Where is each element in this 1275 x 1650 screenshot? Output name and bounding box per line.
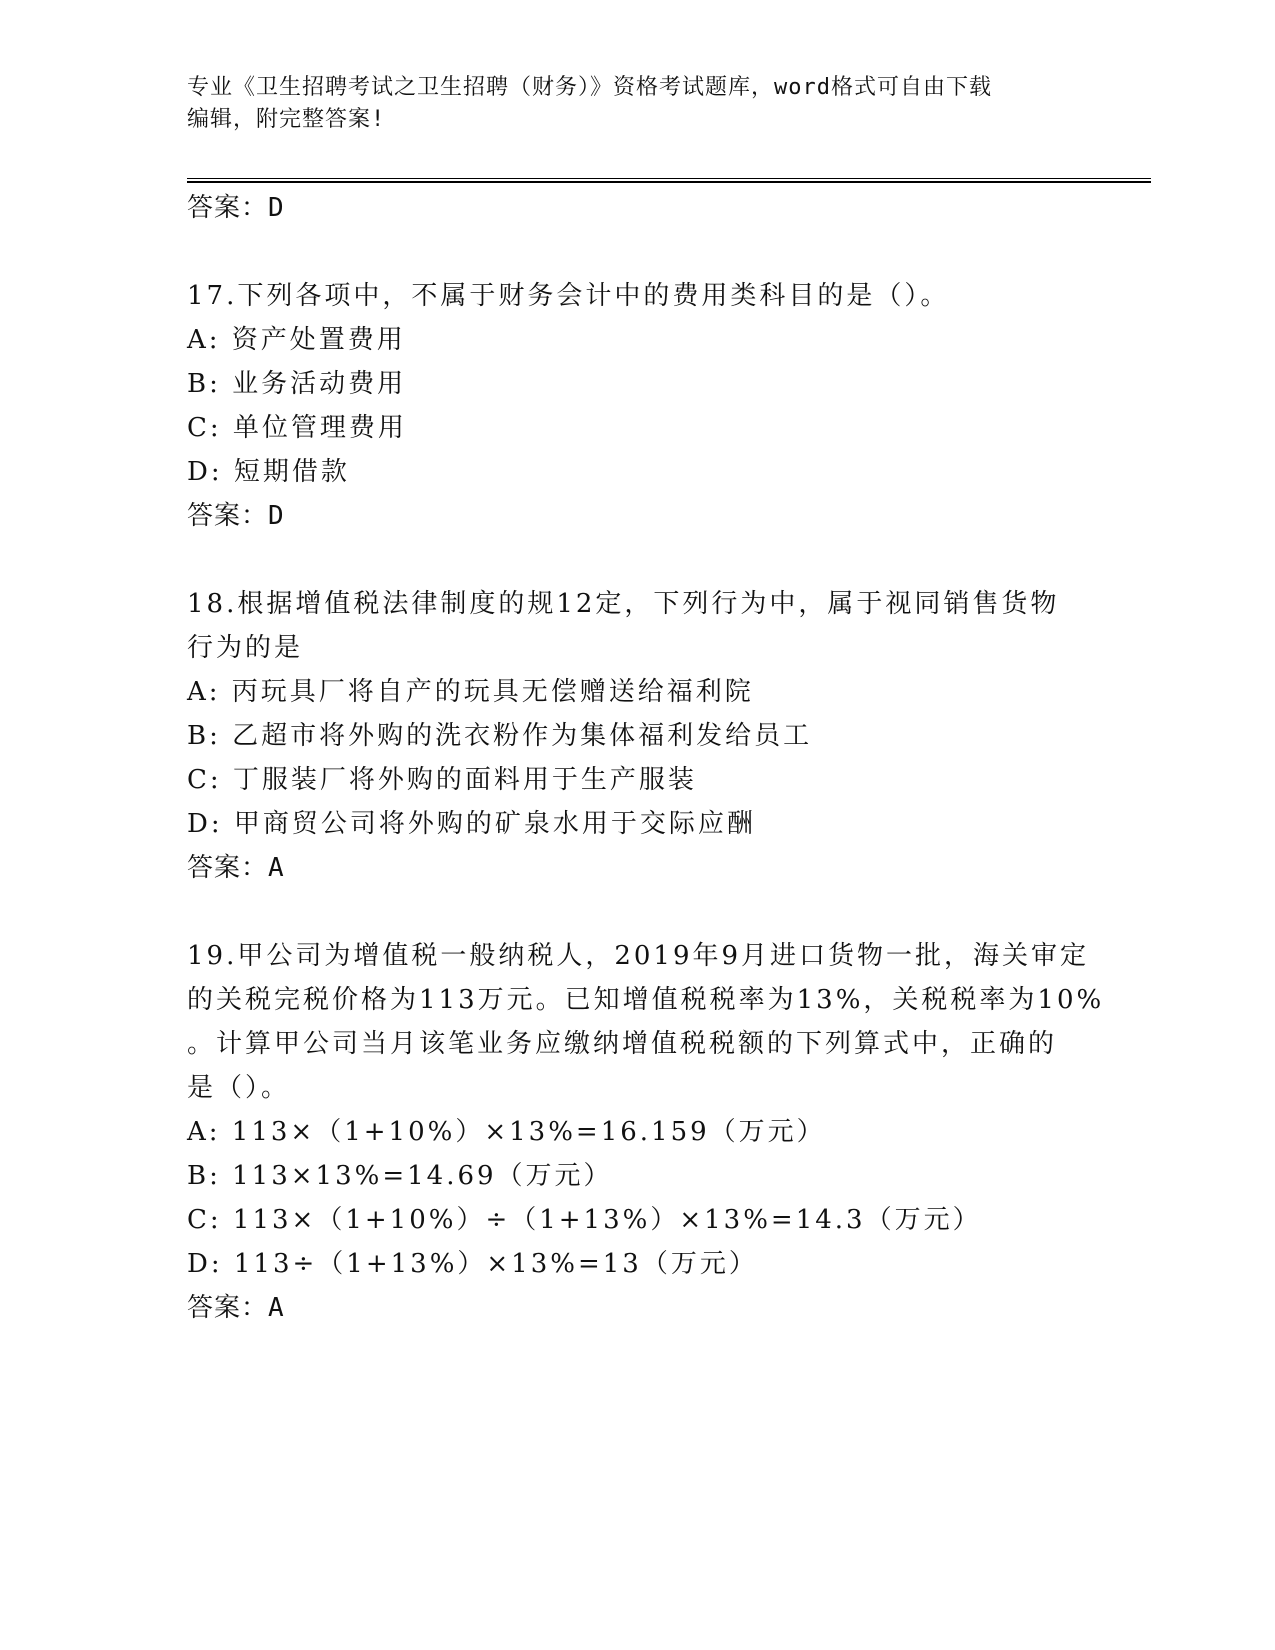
question-18-answer (187, 852, 285, 884)
answer-value: A (268, 853, 285, 883)
question-18-option-c: C: 丁服装厂将外购的面料用于生产服装 (187, 765, 697, 795)
question-18-option-b: B: 乙超市将外购的洗衣粉作为集体福利发给员工 (187, 721, 813, 751)
question-19-text-line-2: 的关税完税价格为113万元。已知增值税税率为13%，关税税率为10% (187, 985, 1105, 1015)
header-divider-thin (187, 178, 1151, 179)
answer-label: 答案： (187, 1293, 269, 1323)
question-19-text-line-1: 19.甲公司为增值税一般纳税人，2019年9月进口货物一批，海关审定 (187, 941, 1090, 971)
question-19-answer (187, 1292, 285, 1324)
question-19-text-line-4: 是（）。 (187, 1073, 291, 1103)
document-header (187, 72, 1067, 136)
question-19-option-d: D: 113÷（1+13%）×13%=13（万元） (187, 1249, 758, 1279)
previous-answer (187, 192, 285, 224)
question-17-option-b: B: 业务活动费用 (187, 369, 407, 399)
answer-label: 答案： (187, 853, 269, 883)
question-17-option-c: C: 单位管理费用 (187, 413, 407, 443)
question-18-option-d: D: 甲商贸公司将外购的矿泉水用于交际应酬 (187, 809, 756, 839)
answer-value: D (268, 501, 285, 531)
header-line-1: 专业《卫生招聘考试之卫生招聘（财务）》资格考试题库，word格式可自由下载 (187, 75, 992, 100)
question-17-option-a: A: 资产处置费用 (187, 325, 406, 355)
question-19-option-b: B: 113×13%=14.69（万元） (187, 1161, 613, 1191)
header-line-2: 编辑，附完整答案! (187, 107, 386, 132)
question-18-text-line-1: 18.根据增值税法律制度的规12定，下列行为中，属于视同销售货物 (187, 589, 1060, 619)
answer-label: 答案： (187, 501, 269, 531)
question-19-text-line-3: 。计算甲公司当月该笔业务应缴纳增值税税额的下列算式中，正确的 (187, 1029, 1058, 1059)
question-17-answer (187, 500, 285, 532)
question-19-option-c: C: 113×（1+10%）÷（1+13%）×13%=14.3（万元） (187, 1205, 982, 1235)
answer-label: 答案： (187, 193, 269, 223)
answer-value: A (268, 1293, 285, 1323)
question-18-text-line-2: 行为的是 (187, 633, 304, 663)
question-19-option-a: A: 113×（1+10%）×13%=16.159（万元） (187, 1117, 826, 1147)
question-17-text: 17.下列各项中，不属于财务会计中的费用类科目的是（）。 (187, 281, 950, 311)
answer-value: D (268, 193, 285, 223)
question-18-option-a: A: 丙玩具厂将自产的玩具无偿赠送给福利院 (187, 677, 754, 707)
header-divider-thick (187, 181, 1151, 183)
question-17-option-d: D: 短期借款 (187, 457, 350, 487)
